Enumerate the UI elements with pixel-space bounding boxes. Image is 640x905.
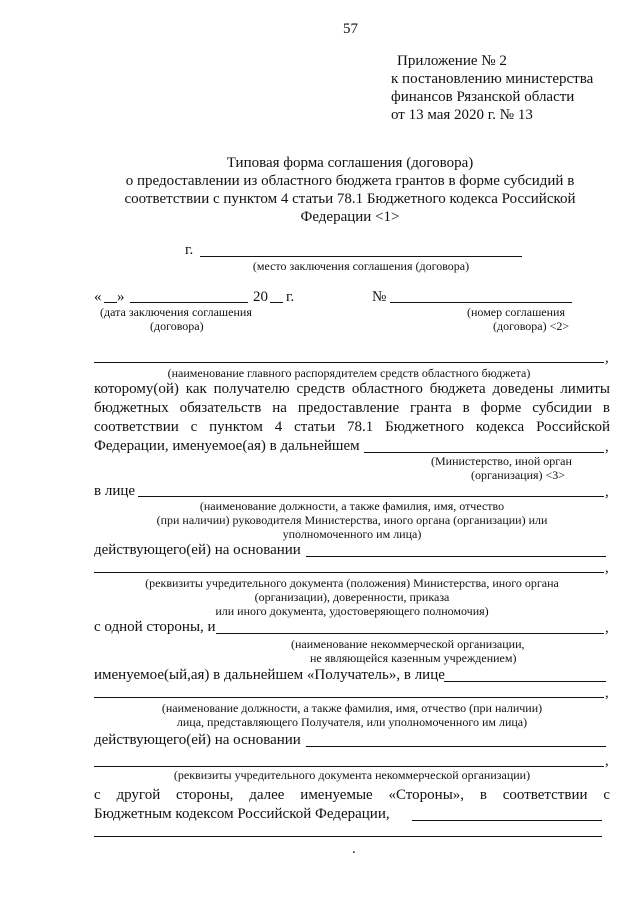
place-prefix: г. — [185, 242, 194, 258]
requisites-comma: , — [605, 560, 609, 576]
recipient-person-field[interactable] — [444, 681, 606, 682]
acting-basis-label-2: действующего(ей) на основании — [94, 732, 301, 748]
form-title-line-2: о предоставлении из областного бюджета грантов в форме субсидий в — [125, 173, 575, 189]
appendix-line-1: к постановлению министерства — [391, 71, 594, 87]
other-side-line-1: с другой стороны, далее именуемые «Стороны», в соответствии с — [94, 787, 610, 803]
ministry-caption-line-2: (организация) <3> — [471, 468, 566, 482]
nko-caption-line-2: не являющейся казенным учреждением) — [310, 651, 517, 665]
appendix-line-3: от 13 мая 2020 г. № 13 — [391, 107, 533, 123]
acting-basis-field[interactable] — [306, 556, 606, 557]
distributor-field[interactable] — [94, 362, 604, 363]
ministry-name-field[interactable] — [364, 452, 604, 453]
date-caption-line-2: (договора) — [150, 319, 204, 333]
number-caption-line-2: (договора) <2> — [493, 319, 570, 333]
one-side-label: с одной стороны, и — [94, 619, 216, 635]
para1-line-3: соответствии с пунктом 4 статьи 78.1 Бюджетного кодекса Российской — [94, 419, 610, 435]
place-caption: (место заключения соглашения (договора) — [252, 259, 470, 273]
recipient-caption-line-2: лица, представляющего Получателя, или уполномоченного им лица) — [176, 715, 528, 729]
bottom-dot: . — [352, 841, 356, 857]
recipient-person-field-2[interactable] — [94, 697, 604, 698]
head-caption-line-1: (наименование должности, а также фамилия, имя, отчество — [199, 499, 505, 513]
requisites-caption-line-3: или иного документа, удостоверяющего полномочия) — [215, 604, 489, 618]
number-caption-line-1: (номер соглашения — [467, 305, 565, 319]
nko-requisites-caption: (реквизиты учредительного документа некоммерческой организации) — [173, 768, 531, 782]
day-field[interactable] — [104, 302, 117, 303]
distributor-comma: , — [605, 350, 609, 366]
other-side-line-2: Бюджетным кодексом Российской Федерации, — [94, 806, 390, 822]
date-caption-line-1: (дата заключения соглашения — [100, 305, 252, 319]
month-field[interactable] — [130, 302, 248, 303]
para1-line-1: которому(ой) как получателю средств областного бюджета доведены лимиты — [94, 381, 610, 397]
in-person-label: в лице — [94, 483, 136, 499]
acting-basis-label: действующего(ей) на основании — [94, 542, 301, 558]
head-comma: , — [605, 484, 609, 500]
year-field[interactable] — [270, 302, 283, 303]
requisites-field[interactable] — [94, 572, 604, 573]
appendix-title: Приложение № 2 — [397, 53, 507, 69]
recipient-comma: , — [605, 685, 609, 701]
appendix-line-2: финансов Рязанской области — [391, 89, 575, 105]
place-field[interactable] — [200, 256, 522, 257]
budget-code-field[interactable] — [412, 820, 602, 821]
year-suffix: г. — [286, 289, 295, 305]
head-field[interactable] — [138, 496, 604, 497]
head-caption-line-3: уполномоченного им лица) — [282, 527, 422, 541]
requisites-caption-line-2: (организации), доверенности, приказа — [254, 590, 450, 604]
page-number: 57 — [343, 21, 358, 37]
nko-requisites-comma: , — [605, 753, 609, 769]
distributor-caption: (наименование главного распорядителем средств областного бюджета) — [167, 366, 531, 380]
recipient-caption-line-1: (наименование должности, а также фамилия, имя, отчество (при наличии) — [161, 701, 543, 715]
date-quote-close: » — [117, 289, 125, 305]
date-quote-open: « — [94, 289, 102, 305]
para1-line-2: бюджетных обязательств на предоставление гранта в форме субсидии в — [94, 400, 610, 416]
number-prefix: № — [372, 289, 387, 305]
form-title-line-3: соответствии с пунктом 4 статьи 78.1 Бюджетного кодекса Российской — [124, 191, 576, 207]
year-prefix: 20 — [253, 289, 268, 305]
requisites-caption-line-1: (реквизиты учредительного документа (положения) Министерства, иного органа — [145, 576, 559, 590]
nko-name-field[interactable] — [216, 633, 604, 634]
ministry-caption-line-1: (Министерство, иной орган — [431, 454, 572, 468]
head-caption-line-2: (при наличии) руководителя Министерства, иного органа (организации) или — [156, 513, 548, 527]
acting-basis-field-2[interactable] — [306, 746, 606, 747]
form-title-line-4: Федерации <1> — [300, 209, 400, 225]
nko-caption-line-1: (наименование некоммерческой организации, — [291, 637, 525, 651]
para1-line-4: Федерации, именуемое(ая) в дальнейшем — [94, 438, 360, 454]
ministry-comma: , — [605, 439, 609, 455]
bottom-field[interactable] — [94, 836, 602, 837]
nko-requisites-field[interactable] — [94, 766, 604, 767]
agreement-number-field[interactable] — [390, 302, 572, 303]
nko-comma: , — [605, 620, 609, 636]
named-recipient-label: именуемое(ый,ая) в дальнейшем «Получатель», в лице — [94, 667, 445, 683]
form-title-line-1: Типовая форма соглашения (договора) — [226, 155, 474, 171]
